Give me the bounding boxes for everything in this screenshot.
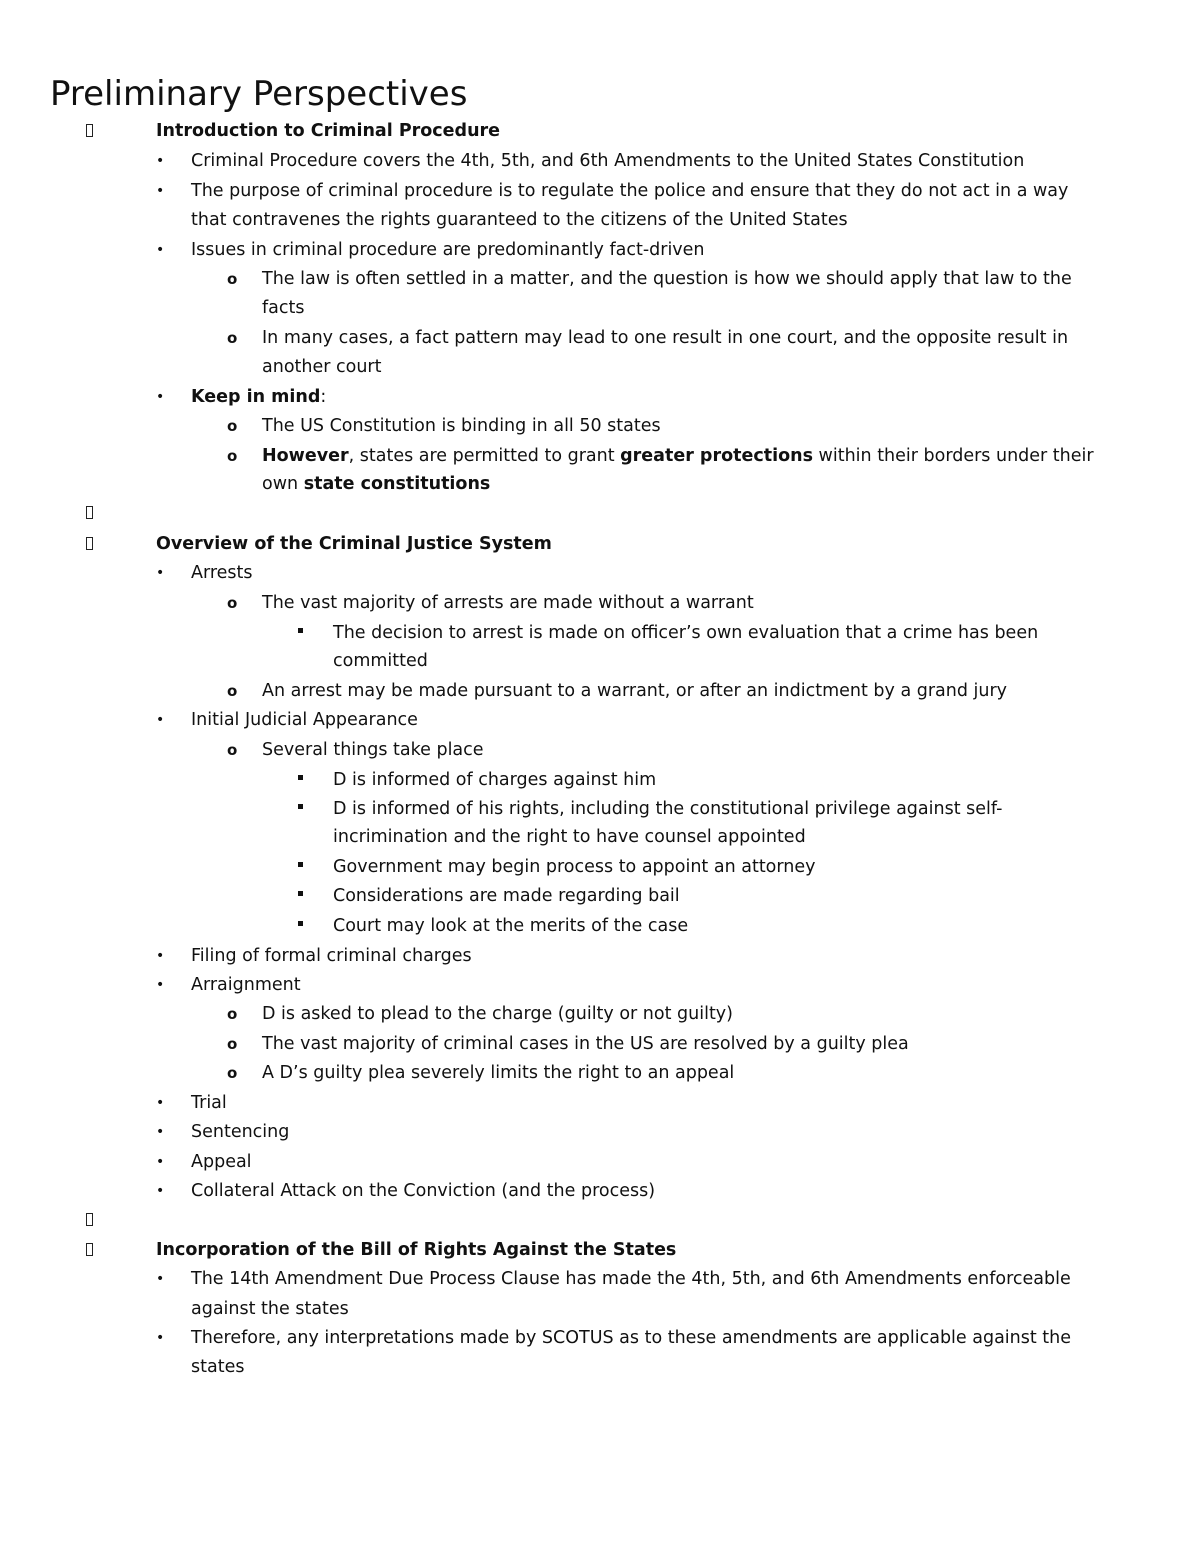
circle-bullet-icon: o <box>227 1005 238 1023</box>
keep-in-mind-label: Keep in mind <box>191 387 321 407</box>
list-item-keep-in-mind <box>191 382 326 412</box>
square-bullet-icon <box>298 881 303 911</box>
bullet-icon: • <box>156 1095 165 1111</box>
page-title: Preliminary Perspectives <box>50 74 468 114</box>
however-text-2: within their borders under their <box>812 446 1094 466</box>
list-item-continuation: that contravenes the rights guaranteed to the citizens of the United States <box>191 210 848 230</box>
square-bullet-icon <box>298 852 303 882</box>
list-item-continuation: another court <box>262 357 382 377</box>
box-marker-icon <box>86 116 93 146</box>
list-item: The vast majority of criminal cases in the US are resolved by a guilty plea <box>262 1034 909 1054</box>
list-item: Arraignment <box>191 975 301 995</box>
list-item: The 14th Amendment Due Process Clause has made the 4th, 5th, and 6th Amendments enforceable <box>191 1269 1071 1289</box>
bullet-icon: • <box>156 153 165 169</box>
keep-in-mind-colon: : <box>320 387 327 407</box>
list-item: Criminal Procedure covers the 4th, 5th, and 6th Amendments to the United States Constitution <box>191 151 1025 171</box>
state-constitutions-bold: state constitutions <box>303 474 491 494</box>
list-item-continuation: incrimination and the right to have counsel appointed <box>333 827 806 847</box>
list-item: An arrest may be made pursuant to a warrant, or after an indictment by a grand jury <box>262 681 1008 701</box>
list-item: Court may look at the merits of the case <box>333 916 689 936</box>
list-item: D is informed of charges against him <box>333 770 657 790</box>
list-item-however <box>262 441 1094 471</box>
bullet-icon: • <box>156 1154 165 1170</box>
section-heading-incorporation: Incorporation of the Bill of Rights Against the States <box>156 1240 677 1260</box>
list-item: The purpose of criminal procedure is to regulate the police and ensure that they do not act in a way <box>191 181 1069 201</box>
circle-bullet-icon: o <box>227 329 238 347</box>
circle-bullet-icon: o <box>227 417 238 435</box>
bullet-icon: • <box>156 977 165 993</box>
square-bullet-icon <box>298 794 303 824</box>
bullet-icon: • <box>156 565 165 581</box>
list-item: Appeal <box>191 1152 252 1172</box>
list-item-continuation <box>262 469 490 499</box>
list-item: A D’s guilty plea severely limits the right to an appeal <box>262 1063 735 1083</box>
list-item: Government may begin process to appoint an attorney <box>333 857 816 877</box>
circle-bullet-icon: o <box>227 682 238 700</box>
bullet-icon: • <box>156 948 165 964</box>
list-item: Trial <box>191 1093 227 1113</box>
bullet-icon: • <box>156 389 165 405</box>
bullet-icon: • <box>156 242 165 258</box>
box-marker-icon <box>86 498 93 528</box>
however-text-1: , states are permitted to grant <box>348 446 621 466</box>
circle-bullet-icon: o <box>227 270 238 288</box>
circle-bullet-icon: o <box>227 741 238 759</box>
list-item: Filing of formal criminal charges <box>191 946 472 966</box>
list-item-continuation: against the states <box>191 1299 349 1319</box>
list-item: Collateral Attack on the Conviction (and the process) <box>191 1181 656 1201</box>
list-item: D is asked to plead to the charge (guilty or not guilty) <box>262 1004 733 1024</box>
bullet-icon: • <box>156 183 165 199</box>
list-item-continuation: facts <box>262 298 305 318</box>
section-heading-overview: Overview of the Criminal Justice System <box>156 534 552 554</box>
list-item: The law is often settled in a matter, and the question is how we should apply that law to the <box>262 269 1072 289</box>
bullet-icon: • <box>156 1330 165 1346</box>
circle-bullet-icon: o <box>227 1064 238 1082</box>
list-item: D is informed of his rights, including the constitutional privilege against self- <box>333 799 1003 819</box>
list-item: Therefore, any interpretations made by SCOTUS as to these amendments are applicable against the <box>191 1328 1072 1348</box>
list-item: Several things take place <box>262 740 484 760</box>
list-item: Sentencing <box>191 1122 290 1142</box>
square-bullet-icon <box>298 618 303 648</box>
circle-bullet-icon: o <box>227 594 238 612</box>
list-item-continuation: states <box>191 1357 245 1377</box>
bullet-icon: • <box>156 712 165 728</box>
list-item: Arrests <box>191 563 253 583</box>
box-marker-icon <box>86 1235 93 1265</box>
greater-protections-bold: greater protections <box>620 446 813 466</box>
bullet-icon: • <box>156 1271 165 1287</box>
circle-bullet-icon: o <box>227 1035 238 1053</box>
box-marker-icon <box>86 1205 93 1235</box>
however-text-3: own <box>262 474 304 494</box>
bullet-icon: • <box>156 1183 165 1199</box>
list-item: The US Constitution is binding in all 50 states <box>262 416 661 436</box>
list-item: Initial Judicial Appearance <box>191 710 418 730</box>
however-bold: However <box>262 446 349 466</box>
square-bullet-icon <box>298 765 303 795</box>
list-item: The decision to arrest is made on officer’s own evaluation that a crime has been <box>333 623 1039 643</box>
list-item: Considerations are made regarding bail <box>333 886 680 906</box>
box-marker-icon <box>86 529 93 559</box>
section-heading-introduction: Introduction to Criminal Procedure <box>156 121 501 141</box>
list-item: In many cases, a fact pattern may lead to one result in one court, and the opposite result in <box>262 328 1069 348</box>
square-bullet-icon <box>298 911 303 941</box>
list-item-continuation: committed <box>333 651 428 671</box>
bullet-icon: • <box>156 1124 165 1140</box>
list-item: Issues in criminal procedure are predominantly fact-driven <box>191 240 705 260</box>
list-item: The vast majority of arrests are made without a warrant <box>262 593 754 613</box>
circle-bullet-icon: o <box>227 447 238 465</box>
